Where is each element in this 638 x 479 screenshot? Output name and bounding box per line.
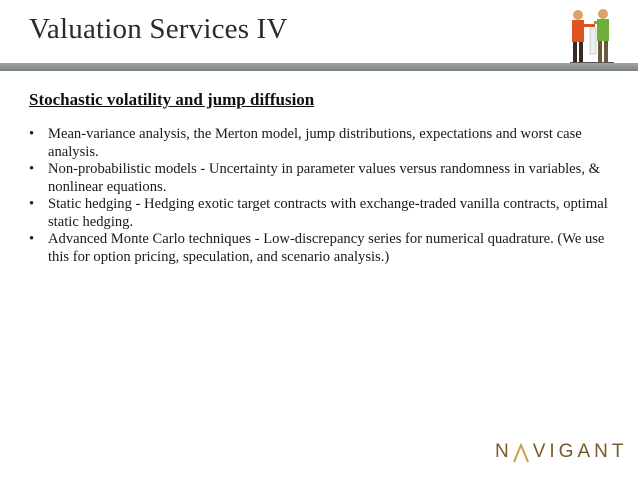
- bullet-text: Static hedging - Hedging exotic target contracts with exchange-traded vanilla contracts, optimal static hedging.: [48, 196, 608, 230]
- bullet-marker: •: [29, 196, 35, 212]
- bullet-marker: •: [29, 161, 35, 177]
- logo-text-start: N: [495, 441, 513, 462]
- title-divider: [0, 63, 638, 71]
- bullet-marker: •: [29, 231, 35, 247]
- two-people-illustration-icon: [556, 6, 626, 66]
- bullet-text: Non-probabilistic models - Uncertainty in parameter values versus randomness in variables, & nonlinear equations.: [48, 161, 600, 195]
- list-item: [29, 231, 614, 266]
- bullet-marker: •: [29, 126, 35, 142]
- list-item: [29, 196, 614, 231]
- bullet-text: Advanced Monte Carlo techniques - Low-discrepancy series for numerical quadrature. (We use this for option pricing, speculation, and scenario analysis.): [48, 231, 605, 265]
- list-item: [29, 161, 614, 196]
- bullet-text: Mean-variance analysis, the Merton model, jump distributions, expectations and worst case analysis.: [48, 126, 582, 160]
- logo-a-chevron-icon: [513, 443, 529, 463]
- bullet-list: [29, 126, 614, 266]
- logo-text-end: VIGANT: [532, 441, 628, 462]
- slide-title: Valuation Services IV: [29, 13, 288, 45]
- list-item: [29, 126, 614, 161]
- navigant-logo: [495, 441, 627, 463]
- section-heading: Stochastic volatility and jump diffusion: [29, 90, 315, 109]
